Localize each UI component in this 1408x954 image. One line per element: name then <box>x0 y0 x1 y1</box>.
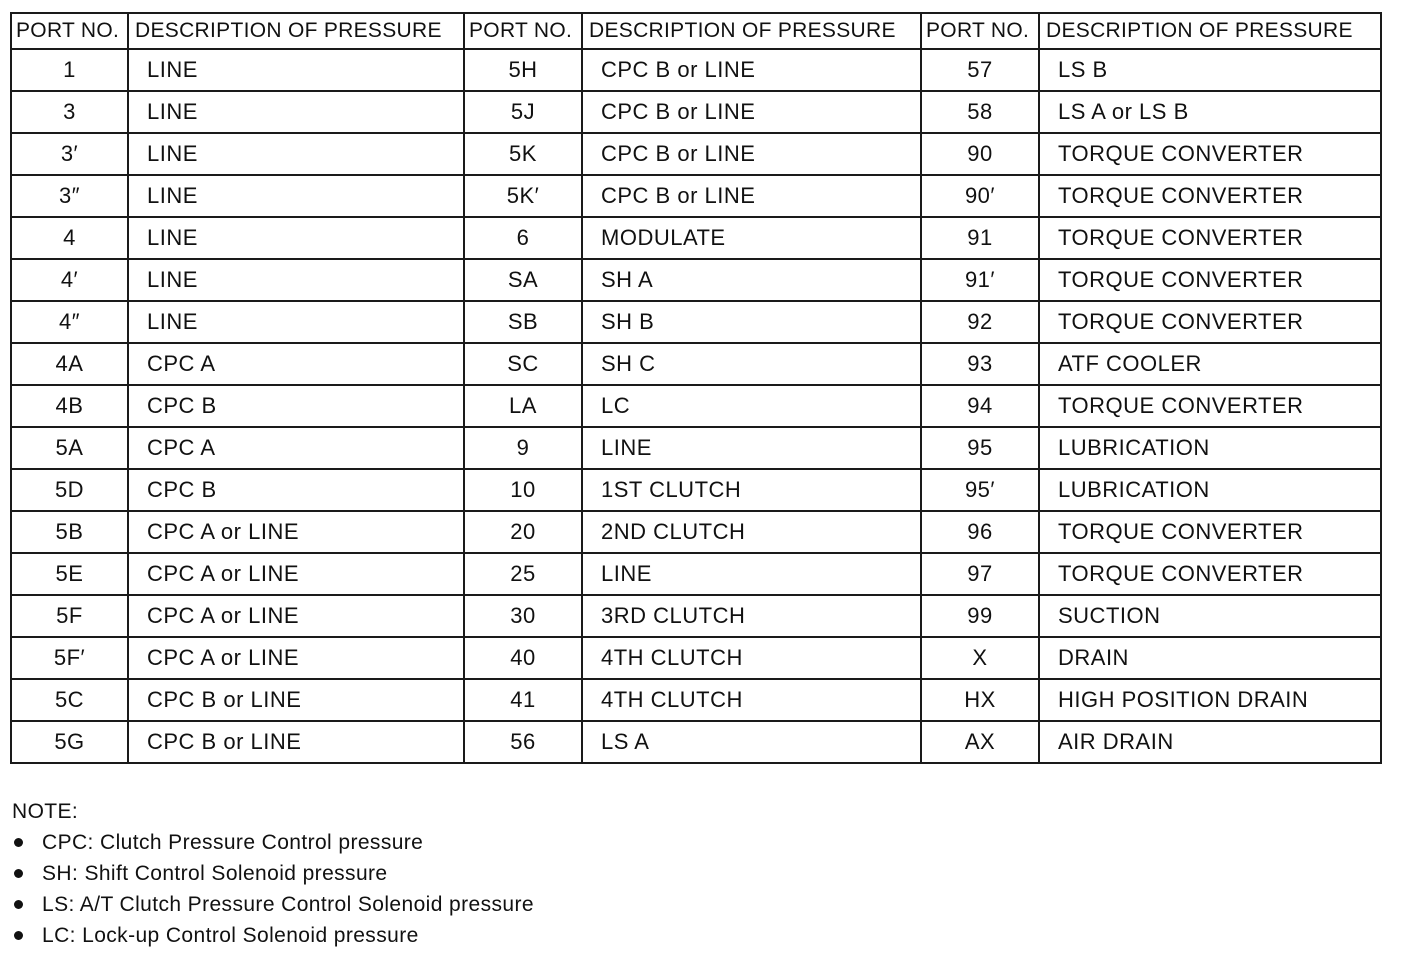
pressure-description-cell: CPC A or LINE <box>128 553 464 595</box>
pressure-description-cell: CPC B <box>128 469 464 511</box>
pressure-description-cell: TORQUE CONVERTER <box>1039 217 1381 259</box>
port-number-cell: SC <box>464 343 582 385</box>
pressure-description-cell: CPC A or LINE <box>128 595 464 637</box>
note-item <box>12 827 534 858</box>
pressure-description-cell: CPC A <box>128 343 464 385</box>
port-number-cell: 9 <box>464 427 582 469</box>
pressure-description-cell: ATF COOLER <box>1039 343 1381 385</box>
port-number-cell: 94 <box>921 385 1039 427</box>
note-text: SH: Shift Control Solenoid pressure <box>42 862 388 885</box>
port-number-cell: 57 <box>921 49 1039 91</box>
header-port-no: PORT NO. <box>464 13 582 49</box>
port-number-cell: 91′ <box>921 259 1039 301</box>
table-row <box>11 301 1381 343</box>
port-number-cell: 5K′ <box>464 175 582 217</box>
table-row <box>11 595 1381 637</box>
pressure-description-cell: MODULATE <box>582 217 921 259</box>
port-number-cell: 96 <box>921 511 1039 553</box>
pressure-description-cell: CPC B or LINE <box>128 679 464 721</box>
pressure-description-cell: LINE <box>128 91 464 133</box>
table-row <box>11 721 1381 763</box>
port-number-cell: 90′ <box>921 175 1039 217</box>
header-description: DESCRIPTION OF PRESSURE <box>1039 13 1381 49</box>
port-number-cell: 5B <box>11 511 128 553</box>
port-number-cell: 4 <box>11 217 128 259</box>
port-number-cell: 4′ <box>11 259 128 301</box>
bullet-icon <box>14 838 23 847</box>
port-number-cell: 4B <box>11 385 128 427</box>
pressure-description-cell: SH C <box>582 343 921 385</box>
pressure-description-cell: 2ND CLUTCH <box>582 511 921 553</box>
port-number-cell: 25 <box>464 553 582 595</box>
port-number-cell: 97 <box>921 553 1039 595</box>
table-row <box>11 427 1381 469</box>
note-text: LC: Lock-up Control Solenoid pressure <box>42 924 419 947</box>
bullet-icon <box>14 931 23 940</box>
pressure-description-cell: LC <box>582 385 921 427</box>
pressure-description-cell: SH B <box>582 301 921 343</box>
pressure-description-cell: LINE <box>128 301 464 343</box>
pressure-description-cell: CPC A or LINE <box>128 511 464 553</box>
pressure-description-cell: TORQUE CONVERTER <box>1039 175 1381 217</box>
port-number-cell: 5J <box>464 91 582 133</box>
header-description: DESCRIPTION OF PRESSURE <box>582 13 921 49</box>
port-number-cell: 5C <box>11 679 128 721</box>
port-number-cell: 5E <box>11 553 128 595</box>
port-number-cell: 90 <box>921 133 1039 175</box>
note-item <box>12 920 534 951</box>
pressure-description-cell: TORQUE CONVERTER <box>1039 511 1381 553</box>
pressure-description-cell: CPC B or LINE <box>582 133 921 175</box>
port-number-cell: 5D <box>11 469 128 511</box>
port-number-cell: 30 <box>464 595 582 637</box>
table-row <box>11 637 1381 679</box>
table-row <box>11 217 1381 259</box>
header-port-no: PORT NO. <box>11 13 128 49</box>
table-row <box>11 385 1381 427</box>
pressure-description-cell: LINE <box>582 427 921 469</box>
port-number-cell: 95′ <box>921 469 1039 511</box>
pressure-description-cell: LUBRICATION <box>1039 469 1381 511</box>
port-number-cell: 4″ <box>11 301 128 343</box>
pressure-description-cell: LS A <box>582 721 921 763</box>
port-number-cell: 99 <box>921 595 1039 637</box>
port-number-cell: 3 <box>11 91 128 133</box>
pressure-description-cell: 3RD CLUTCH <box>582 595 921 637</box>
table-row <box>11 511 1381 553</box>
port-number-cell: 56 <box>464 721 582 763</box>
table-body <box>11 49 1381 763</box>
pressure-description-cell: CPC A or LINE <box>128 637 464 679</box>
header-description: DESCRIPTION OF PRESSURE <box>128 13 464 49</box>
note-text: CPC: Clutch Pressure Control pressure <box>42 831 424 854</box>
port-number-cell: 10 <box>464 469 582 511</box>
table-header-row <box>11 13 1381 49</box>
port-number-cell: SA <box>464 259 582 301</box>
port-number-cell: 5H <box>464 49 582 91</box>
port-number-cell: 91 <box>921 217 1039 259</box>
pressure-description-cell: LINE <box>128 259 464 301</box>
pressure-description-cell: HIGH POSITION DRAIN <box>1039 679 1381 721</box>
bullet-icon <box>14 900 23 909</box>
port-number-cell: 6 <box>464 217 582 259</box>
port-number-cell: 20 <box>464 511 582 553</box>
port-number-cell: 3′ <box>11 133 128 175</box>
pressure-description-cell: DRAIN <box>1039 637 1381 679</box>
table-row <box>11 49 1381 91</box>
pressure-description-cell: LS B <box>1039 49 1381 91</box>
pressure-description-cell: AIR DRAIN <box>1039 721 1381 763</box>
pressure-description-cell: TORQUE CONVERTER <box>1039 259 1381 301</box>
note-text: LS: A/T Clutch Pressure Control Solenoid pressure <box>42 893 534 916</box>
port-number-cell: 5F′ <box>11 637 128 679</box>
port-number-cell: AX <box>921 721 1039 763</box>
port-number-cell: LA <box>464 385 582 427</box>
port-number-cell: 40 <box>464 637 582 679</box>
port-number-cell: 1 <box>11 49 128 91</box>
pressure-description-cell: CPC A <box>128 427 464 469</box>
port-number-cell: SB <box>464 301 582 343</box>
pressure-description-cell: 4TH CLUTCH <box>582 637 921 679</box>
pressure-description-cell: LINE <box>582 553 921 595</box>
table-row <box>11 91 1381 133</box>
port-number-cell: 5K <box>464 133 582 175</box>
bullet-icon <box>14 869 23 878</box>
pressure-description-cell: TORQUE CONVERTER <box>1039 553 1381 595</box>
port-number-cell: 58 <box>921 91 1039 133</box>
pressure-description-cell: CPC B or LINE <box>582 91 921 133</box>
pressure-description-cell: CPC B or LINE <box>582 175 921 217</box>
table-row <box>11 469 1381 511</box>
pressure-description-cell: TORQUE CONVERTER <box>1039 385 1381 427</box>
notes-section <box>12 796 534 951</box>
pressure-description-cell: 1ST CLUTCH <box>582 469 921 511</box>
port-number-cell: 5F <box>11 595 128 637</box>
port-number-cell: 95 <box>921 427 1039 469</box>
table-row <box>11 175 1381 217</box>
pressure-description-cell: TORQUE CONVERTER <box>1039 301 1381 343</box>
pressure-description-cell: LINE <box>128 217 464 259</box>
port-number-cell: X <box>921 637 1039 679</box>
pressure-description-cell: LUBRICATION <box>1039 427 1381 469</box>
pressure-description-cell: LINE <box>128 175 464 217</box>
port-number-cell: HX <box>921 679 1039 721</box>
pressure-description-cell: LINE <box>128 49 464 91</box>
header-port-no: PORT NO. <box>921 13 1039 49</box>
table-row <box>11 553 1381 595</box>
port-number-cell: 3″ <box>11 175 128 217</box>
port-number-cell: 93 <box>921 343 1039 385</box>
pressure-description-cell: CPC B or LINE <box>582 49 921 91</box>
pressure-description-cell: CPC B or LINE <box>128 721 464 763</box>
pressure-description-cell: TORQUE CONVERTER <box>1039 133 1381 175</box>
port-pressure-table <box>10 12 1382 764</box>
port-number-cell: 41 <box>464 679 582 721</box>
notes-title: NOTE: <box>12 800 79 823</box>
note-item <box>12 858 534 889</box>
notes-list <box>12 827 534 951</box>
table-row <box>11 259 1381 301</box>
pressure-description-cell: SH A <box>582 259 921 301</box>
pressure-description-cell: SUCTION <box>1039 595 1381 637</box>
table-row <box>11 133 1381 175</box>
port-number-cell: 5A <box>11 427 128 469</box>
pressure-description-cell: LS A or LS B <box>1039 91 1381 133</box>
pressure-description-cell: LINE <box>128 133 464 175</box>
table-row <box>11 343 1381 385</box>
port-number-cell: 4A <box>11 343 128 385</box>
pressure-description-cell: CPC B <box>128 385 464 427</box>
port-number-cell: 92 <box>921 301 1039 343</box>
table-row <box>11 679 1381 721</box>
port-number-cell: 5G <box>11 721 128 763</box>
pressure-description-cell: 4TH CLUTCH <box>582 679 921 721</box>
note-item <box>12 889 534 920</box>
